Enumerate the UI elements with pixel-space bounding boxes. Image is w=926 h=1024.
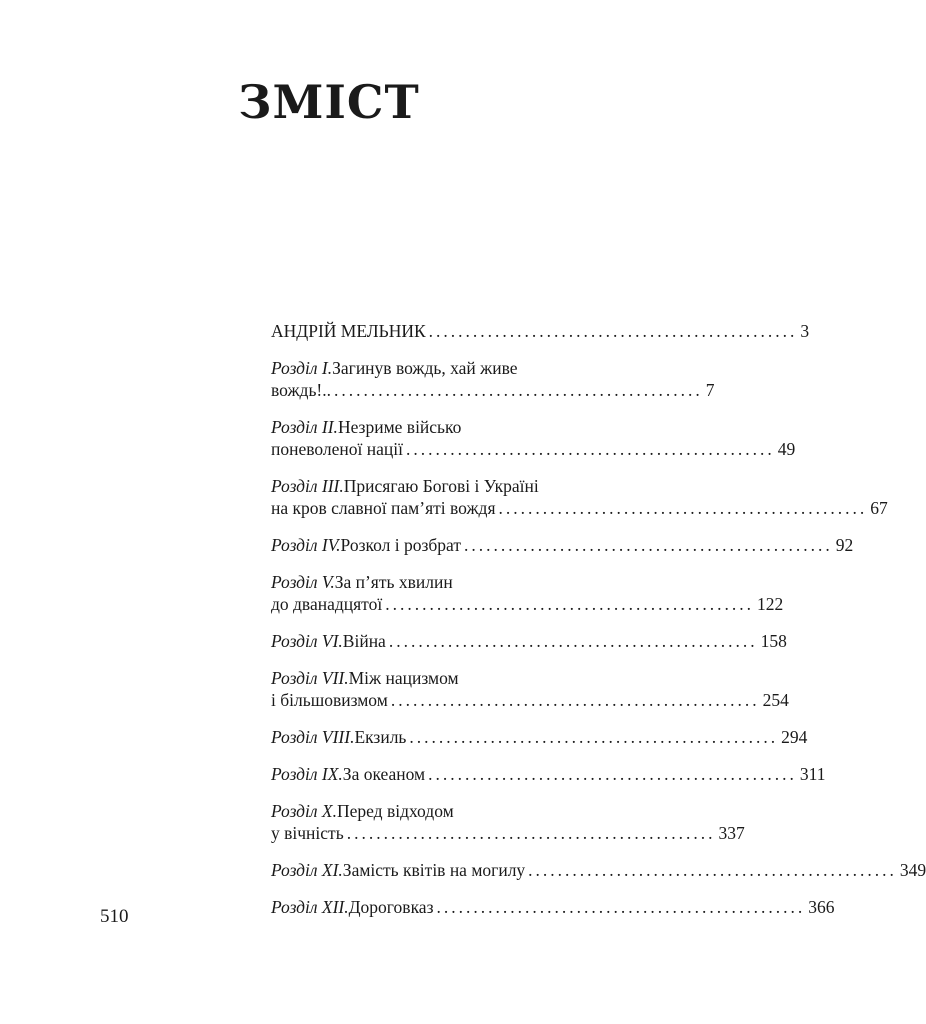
toc-entry-chapter-1[interactable] [271,357,715,401]
toc-entry-chapter-7[interactable] [271,667,789,711]
toc-entry-chapter-10[interactable] [271,800,745,844]
page-number: 158 [760,631,787,651]
page-number: 349 [899,860,926,880]
toc-entry-chapter-6[interactable] [271,630,787,652]
page-number: 254 [762,690,789,710]
chapter-label: Розділ VII. [271,668,349,688]
page-number: 3 [800,321,810,341]
chapter-label: Розділ І. [271,358,333,378]
chapter-label: Розділ XI. [271,860,343,880]
entry-title: За п’ять хвилин [334,572,453,592]
entry-title: Присягаю Богові і Україні [343,476,539,496]
page-number: 294 [781,727,808,747]
entry-title: Між нацизмом [348,668,459,688]
dot-leader: .................................................. [334,380,703,400]
chapter-label: Розділ VIII. [271,727,355,747]
toc-entry-chapter-8[interactable] [271,726,808,748]
toc-entry-chapter-2[interactable] [271,416,796,460]
entry-title: За океаном [342,764,426,784]
dot-leader: .................................................. [406,439,775,459]
chapter-label: Розділ XII. [271,897,349,917]
entry-title: Екзиль [354,727,407,747]
chapter-label: Розділ V. [271,572,335,592]
page-folio-number: 510 [100,906,129,927]
toc-entry-chapter-3[interactable] [271,475,888,519]
dot-leader: .................................................. [388,631,758,651]
dot-leader: .................................................. [346,823,716,843]
chapter-label: Розділ VI. [271,631,343,651]
entry-title: Перед відходом [336,801,454,821]
page-number: 49 [777,439,796,459]
page-number: 7 [705,380,715,400]
toc-entry-intro[interactable] [271,320,810,342]
dot-leader: .................................................. [428,321,798,341]
page-title: ЗМІСТ [238,75,420,129]
dot-leader: .................................................. [436,897,806,917]
toc-entry-chapter-5[interactable] [271,571,784,615]
entry-title: Дороговказ [348,897,434,917]
page-number: 92 [835,535,854,555]
page-number: 337 [718,823,745,843]
entry-title-cont: у вічність [271,823,344,843]
entry-title: Розкол і розбрат [340,535,461,555]
table-of-contents [271,320,926,933]
entry-title: Замість квітів на могилу [342,860,526,880]
dot-leader: .................................................. [385,594,754,614]
entry-title: Війна [342,631,386,651]
page-number: 67 [870,498,888,518]
dot-leader: .................................................. [528,860,897,880]
dot-leader: .................................................. [409,727,779,747]
chapter-label: Розділ IV. [271,535,341,555]
entry-title: АНДРІЙ МЕЛЬНИК [271,321,426,341]
toc-entry-chapter-11[interactable] [271,859,926,881]
dot-leader: .................................................. [390,690,760,710]
page-number: 122 [756,594,784,614]
dot-leader: .................................................. [428,764,797,784]
entry-title-cont: до дванадцятої [271,594,383,614]
entry-title-cont: на кров славної пам’яті вождя [271,498,496,518]
entry-title-cont: вождь!.. [271,380,332,400]
chapter-label: Розділ IX. [271,764,343,784]
entry-title-cont: і більшовизмом [271,690,388,710]
entry-title: Загинув вождь, хай живе [332,358,518,378]
dot-leader: .................................................. [464,535,833,555]
chapter-label: Розділ ІІІ. [271,476,344,496]
entry-title-cont: поневоленої нації [271,439,403,459]
toc-entry-chapter-9[interactable] [271,763,826,785]
page-number: 311 [799,764,826,784]
chapter-label: Розділ X. [271,801,337,821]
chapter-label: Розділ ІІ. [271,417,338,437]
entry-title: Незриме військо [337,417,462,437]
toc-entry-chapter-12[interactable] [271,896,835,918]
toc-entry-chapter-4[interactable] [271,534,854,556]
dot-leader: .................................................. [498,498,868,518]
page-number: 366 [808,897,835,917]
